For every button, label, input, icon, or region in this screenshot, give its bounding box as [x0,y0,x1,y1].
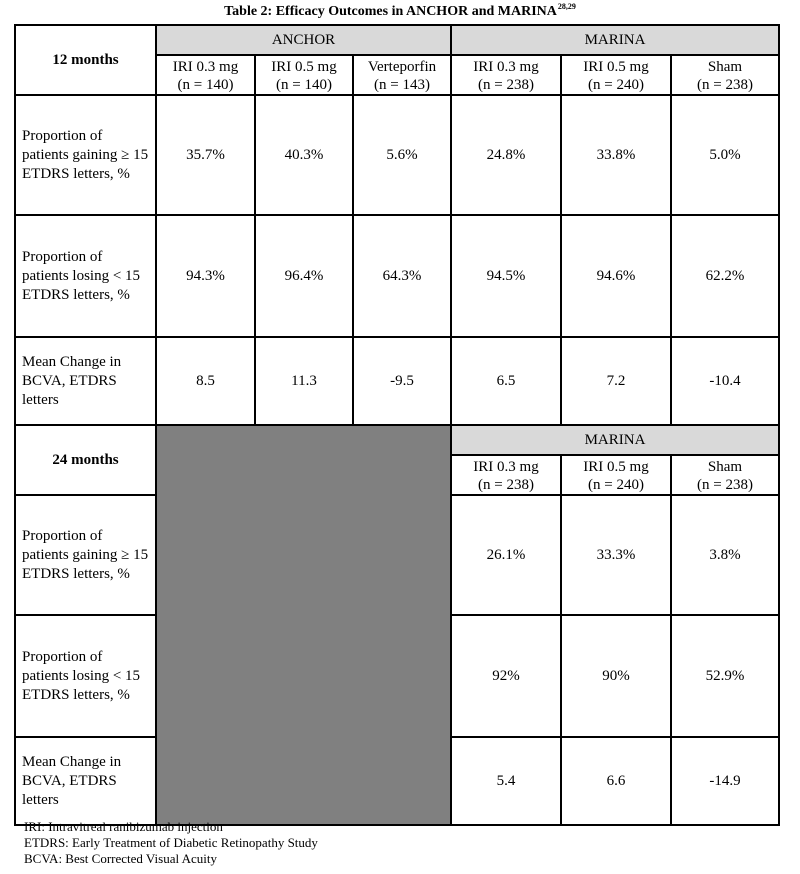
column-header: Sham (n = 238) [671,55,779,95]
table-cell: 6.6 [561,737,671,825]
footnote-bcva: BCVA: Best Corrected Visual Acuity [24,851,218,866]
row-label: Proportion of patients losing < 15 ETDRS letters, % [15,615,156,737]
table-cell: -9.5 [353,337,451,425]
table-cell: 62.2% [671,215,779,337]
column-header: IRI 0.5 mg (n = 240) [561,55,671,95]
table-row [15,95,779,215]
table-cell: 90% [561,615,671,737]
section-label-24-months: 24 months [15,425,156,495]
table-row [15,215,779,337]
table-cell: 64.3% [353,215,451,337]
group-header-marina-24: MARINA [451,425,779,455]
row-label: Mean Change in BCVA, ETDRS letters [15,337,156,425]
table-cell: 24.8% [451,95,561,215]
table-cell: 94.5% [451,215,561,337]
table-cell: 40.3% [255,95,353,215]
column-header: Verteporfin (n = 143) [353,55,451,95]
table-cell: -14.9 [671,737,779,825]
table-cell: 26.1% [451,495,561,615]
column-header: IRI 0.5 mg (n = 240) [561,455,671,495]
table-cell: 5.0% [671,95,779,215]
row-label: Proportion of patients gaining ≥ 15 ETDRS letters, % [15,495,156,615]
table-cell: 94.3% [156,215,255,337]
column-header: Sham (n = 238) [671,455,779,495]
row-label: Proportion of patients losing < 15 ETDRS letters, % [15,215,156,337]
column-header: IRI 0.3 mg (n = 238) [451,455,561,495]
empty-shaded-block [156,425,451,825]
column-header: IRI 0.5 mg (n = 140) [255,55,353,95]
table-cell: 11.3 [255,337,353,425]
row-label: Mean Change in BCVA, ETDRS letters [15,737,156,825]
table-cell: 35.7% [156,95,255,215]
section-label-12-months: 12 months [15,25,156,95]
table-cell: -10.4 [671,337,779,425]
table-cell: 92% [451,615,561,737]
table-cell: 5.6% [353,95,451,215]
column-header: IRI 0.3 mg (n = 140) [156,55,255,95]
table-cell: 3.8% [671,495,779,615]
group-header-anchor: ANCHOR [156,25,451,55]
table-cell: 96.4% [255,215,353,337]
table-cell: 33.8% [561,95,671,215]
table-cell: 33.3% [561,495,671,615]
column-header: IRI 0.3 mg (n = 238) [451,55,561,95]
footnote-iri: IRI: Intravitreal ranibizumab injection [24,819,223,834]
table-cell: 5.4 [451,737,561,825]
row-label: Proportion of patients gaining ≥ 15 ETDRS letters, % [15,95,156,215]
table-cell: 8.5 [156,337,255,425]
table-cell: 94.6% [561,215,671,337]
table-row [15,337,779,425]
table-cell: 6.5 [451,337,561,425]
footnote-etdrs: ETDRS: Early Treatment of Diabetic Retinopathy Study [24,835,318,850]
group-header-marina: MARINA [451,25,779,55]
efficacy-table [14,24,780,826]
table-cell: 52.9% [671,615,779,737]
table-cell: 7.2 [561,337,671,425]
table-title: Table 2: Efficacy Outcomes in ANCHOR and MARINA$^{28,29}$ [224,2,576,19]
